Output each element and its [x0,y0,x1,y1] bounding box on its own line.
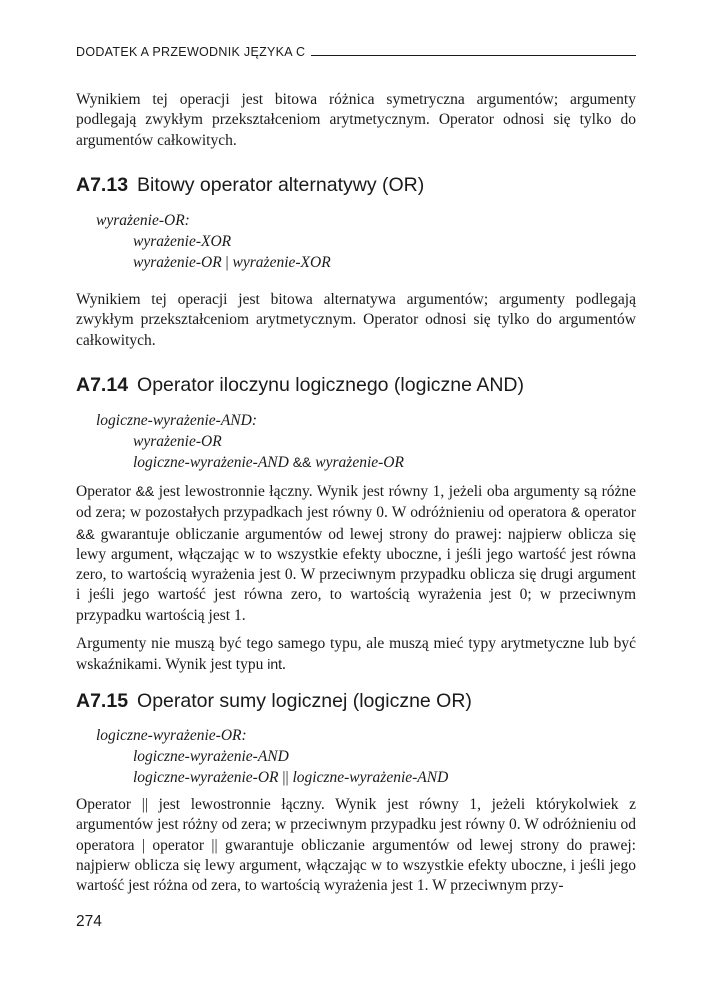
grammar-alternative: logiczne-wyrażenie-AND [133,748,289,765]
grammar-term: wyrażenie-XOR [232,254,331,271]
text-run: gwarantuje obliczanie argumentów od lewej strony do prawej: najpierw oblicza się lewy argument, włączając w to wszystkie efekty uboczne, i jeśli jego wartość jest równa zero, to wartością wyrażenia jest 0. W przeciwnym przypadku oblicza się drugi argument i jeśli jego wartość jest równa zero, to wartością wyrażenia jest 0; w przeciwnym przypadku wartością jest 1. [76,525,636,624]
operator-token: || [278,769,293,786]
intro-paragraph: Wynikiem tej operacji jest bitowa różnica symetryczna argumentów; argumenty podlegają zwykłym przekształceniom arytmetycznym. Operator odnosi się tylko do argumentów całkowitych. [76,91,636,149]
section-heading-a7-13 [76,174,636,197]
operator-token: || [141,796,148,813]
grammar-rule-logical-or [96,725,636,788]
grammar-term: wyrażenie-OR [315,454,404,471]
grammar-alternative [96,452,636,473]
section-paragraph-block [76,290,636,351]
grammar-term: logiczne-wyrażenie-AND [133,454,289,471]
grammar-rule-or [96,210,636,273]
grammar-rule-logical-and [96,410,636,473]
text-run: . [282,656,286,674]
header-rule [311,55,636,56]
section-heading-a7-14 [76,374,636,397]
grammar-lhs: logiczne-wyrażenie-AND: [96,412,257,429]
text-run: jest lewostronnie łączny. Wynik jest równy 1, jeżeli którykolwiek z argumentów jest różny od zera; w przeciwnym przypadku jest równy 0. W odróżnieniu od operatora [76,796,636,854]
grammar-term: logiczne-wyrażenie-AND [292,769,449,786]
operator-token: || [211,836,218,854]
text-run: Operator [76,796,142,813]
operator-token: && [135,483,155,499]
section-paragraph: Wynikiem tej operacji jest bitowa alternatywa argumentów; argumenty podlegają zwykłym przekształceniom arytmetycznym. Operator odnosi się tylko do argumentów całkowitych. [76,291,636,349]
running-header [76,45,636,59]
text-run: gwarantuje obliczanie argumentów od lewej strony do prawej: najpierw oblicza się lewy argument, włączając w to wszystkie efekty uboczne, i jeśli jego wartość jest różna od zera, to wartością wyrażenia jest 1. W przeciwnym przy- [76,836,636,895]
operator-token: | [221,254,233,271]
grammar-lhs: logiczne-wyrażenie-OR: [96,727,247,744]
section-paragraph [76,481,636,626]
text-run: Operator [76,483,136,500]
section-title: Operator iloczynu logicznego (logiczne AND) [137,374,524,396]
section-number: A7.14 [76,374,129,396]
grammar-alternative [96,252,636,273]
grammar-alternative [96,767,636,788]
text-run: Argumenty nie muszą być tego samego typu, ale muszą mieć typy arytmetyczne lub być wskaźnikami. Wynik jest typu [76,635,636,674]
grammar-term: logiczne-wyrażenie-OR [133,769,279,786]
text-run: operator [145,836,212,854]
grammar-alternative: wyrażenie-XOR [133,233,232,250]
operator-token: & [570,504,581,521]
section-paragraph-block [76,795,636,896]
grammar-lhs: wyrażenie-OR: [96,212,190,229]
section-paragraph-block [76,481,636,676]
operator-token: | [141,836,145,854]
text-run: jest lewostronnie łączny. Wynik jest równy 1, jeżeli oba argumenty są różne od zera; w pozostałych przypadkach jest równy 0. W odróżnieniu od operatora [76,483,636,522]
section-paragraph [76,634,636,676]
section-title: Bitowy operator alternatywy (OR) [137,174,425,196]
running-title: DODATEK A PRZEWODNIK JĘZYKA C [76,45,306,59]
keyword-token: int [267,656,283,673]
section-number: A7.15 [76,690,129,712]
section-paragraph [76,795,636,896]
section-number: A7.13 [76,174,129,196]
operator-token: && [288,454,316,470]
text-run: operator [580,504,636,522]
section-heading-a7-15 [76,690,636,713]
grammar-alternative: wyrażenie-OR [133,433,222,450]
operator-token: && [76,525,95,542]
grammar-term: wyrażenie-OR [133,254,222,271]
intro-paragraph-block [76,90,636,151]
section-title: Operator sumy logicznej (logiczne OR) [137,690,472,712]
page-number: 274 [76,913,102,930]
